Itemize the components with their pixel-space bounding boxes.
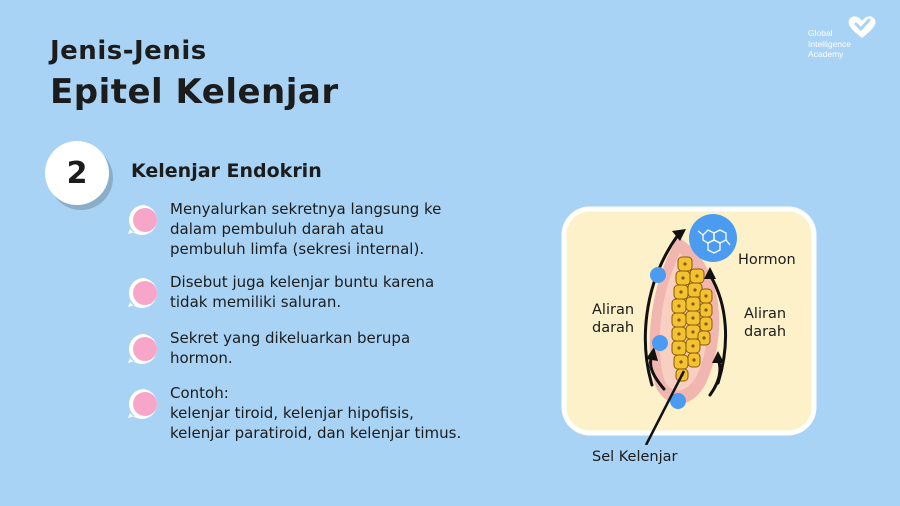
logo-text-line: Intelligence	[808, 38, 852, 49]
label-line: Aliran	[744, 306, 787, 322]
list-item-text	[170, 328, 410, 368]
speech-bubble-icon	[126, 203, 160, 237]
label-aliran-darah-right	[744, 305, 786, 341]
list-item-line: dalam pembuluh darah atau	[170, 220, 384, 238]
section-number-badge: 2	[45, 141, 109, 205]
list-item-line: tidak memiliki saluran.	[170, 293, 342, 311]
list-item-line: Contoh:	[170, 384, 229, 402]
list-item-text	[170, 199, 441, 259]
speech-bubble-icon	[126, 276, 160, 310]
speech-bubble-icon	[126, 332, 160, 366]
brand-logo	[808, 14, 878, 64]
list-item-text	[170, 383, 461, 443]
logo-text-line: Global	[808, 28, 833, 38]
endocrine-gland-diagram	[560, 205, 820, 445]
list-item-line: Disebut juga kelenjar buntu karena	[170, 273, 435, 291]
list-item-line: kelenjar paratiroid, dan kelenjar timus.	[170, 424, 462, 442]
list-item-line: kelenjar tiroid, kelenjar hipofisis,	[170, 404, 414, 422]
label-sel-kelenjar: Sel Kelenjar	[592, 449, 678, 465]
logo-text-line: Academy	[808, 49, 844, 59]
list-item-line: Sekret yang dikeluarkan berupa	[170, 329, 411, 347]
label-aliran-darah-left	[592, 301, 634, 337]
label-hormon: Hormon	[738, 252, 796, 268]
list-item-text	[170, 272, 434, 312]
section-title: Kelenjar Endokrin	[131, 160, 322, 182]
list-item-line: pembuluh limfa (sekresi internal).	[170, 240, 425, 258]
label-line: darah	[592, 320, 635, 336]
page-title-line1: Jenis-Jenis	[50, 36, 207, 66]
page-title-line2: Epitel Kelenjar	[50, 72, 339, 112]
logo-text	[808, 28, 851, 60]
label-line: Aliran	[592, 302, 635, 318]
speech-bubble-icon	[126, 387, 160, 421]
list-item-line: Menyalurkan sekretnya langsung ke	[170, 200, 442, 218]
list-item-line: hormon.	[170, 349, 233, 367]
label-line: darah	[744, 324, 787, 340]
